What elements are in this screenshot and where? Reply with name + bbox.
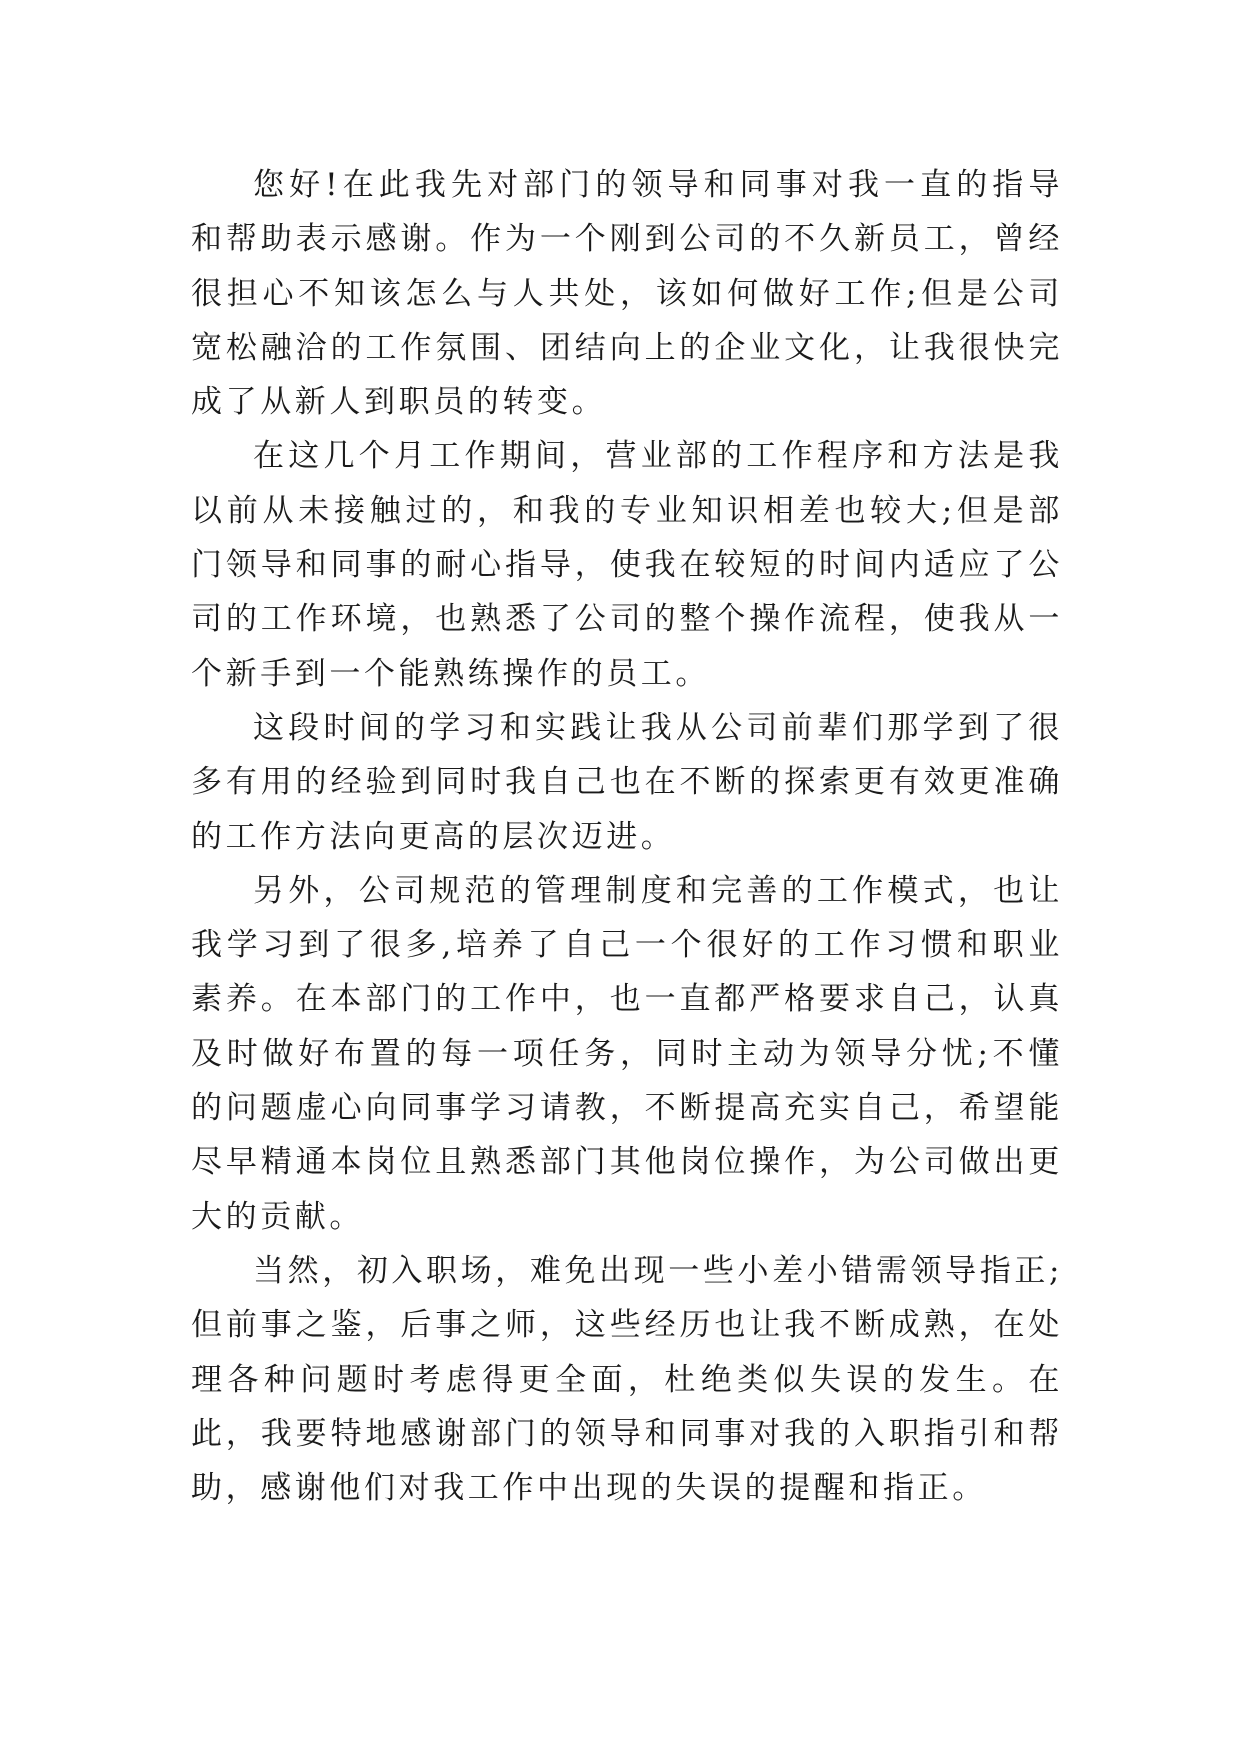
paragraph-4: 另外，公司规范的管理制度和完善的工作模式，也让我学习到了很多,培养了自己一个很好的工作习惯和职业素养。在本部门的工作中，也一直都严格要求自己，认真及时做好布置的每一项任务，同时主动为领导分忧;不懂的问题虚心向同事学习请教，不断提高充实自己，希望能尽早精通本岗位且熟悉部门其他岗位操作，为公司做出更大的贡献。	[191, 872, 1063, 1235]
document-body	[191, 158, 1063, 1515]
paragraph-3: 这段时间的学习和实践让我从公司前辈们那学到了很多有用的经验到同时我自己也在不断的探索更有效更准确的工作方法向更高的层次迈进。	[191, 709, 1063, 855]
paragraph-2: 在这几个月工作期间，营业部的工作程序和方法是我以前从未接触过的，和我的专业知识相差也较大;但是部门领导和同事的耐心指导，使我在较短的时间内适应了公司的工作环境，也熟悉了公司的整个操作流程，使我从一个新手到一个能熟练操作的员工。	[191, 438, 1063, 692]
paragraph-1: 您好!在此我先对部门的领导和同事对我一直的指导和帮助表示感谢。作为一个刚到公司的不久新员工，曾经很担心不知该怎么与人共处，该如何做好工作;但是公司宽松融洽的工作氛围、团结向上的企业文化，让我很快完成了从新人到职员的转变。	[191, 167, 1063, 421]
paragraph-5: 当然，初入职场，难免出现一些小差小错需领导指正;但前事之鉴，后事之师，这些经历也让我不断成熟，在处理各种问题时考虑得更全面，杜绝类似失误的发生。在此，我要特地感谢部门的领导和同事对我的入职指引和帮助，感谢他们对我工作中出现的失误的提醒和指正。	[191, 1252, 1063, 1507]
